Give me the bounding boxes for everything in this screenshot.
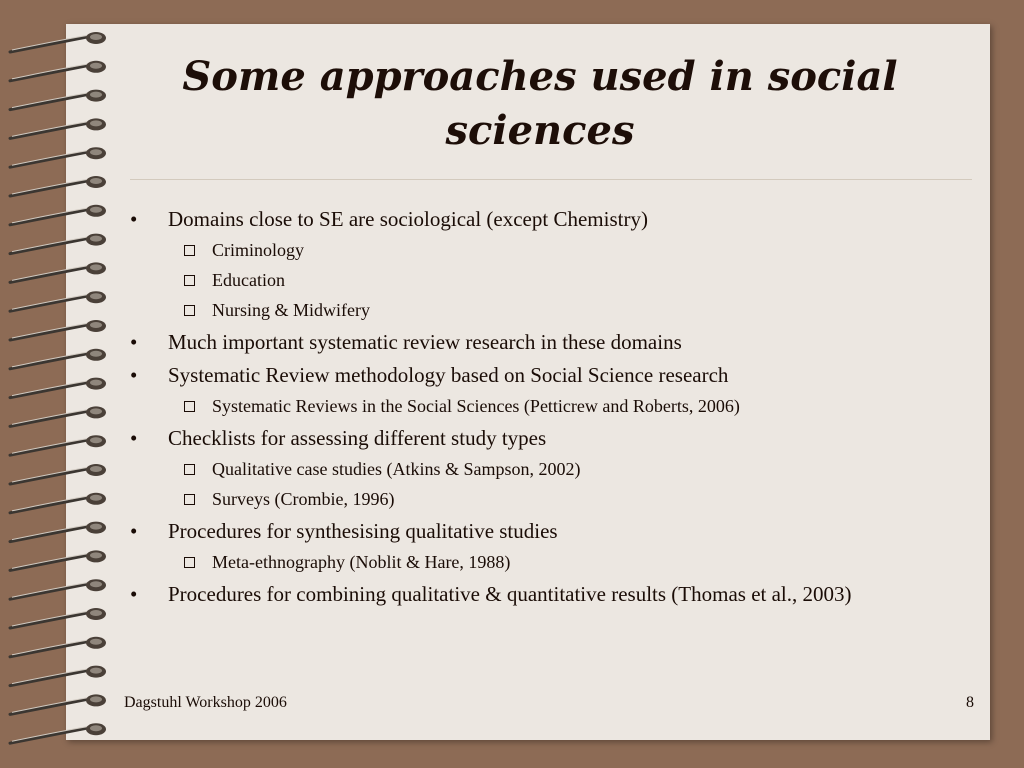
bullet-text: Procedures for synthesising qualitative studies — [168, 519, 558, 543]
sub-bullet-text: Nursing & Midwifery — [212, 300, 370, 320]
spiral-ring — [10, 61, 106, 81]
spiral-ring — [10, 320, 106, 340]
bullet-item — [128, 361, 968, 390]
sub-bullet-item — [184, 549, 968, 576]
bullet-dot-icon: • — [130, 363, 138, 387]
spiral-ring — [10, 493, 106, 513]
bullet-text: Much important systematic review research in these domains — [168, 330, 682, 354]
bullet-dot-icon: • — [130, 330, 138, 354]
bullet-text: Procedures for combining qualitative & quantitative results (Thomas et al., 2003) — [168, 582, 852, 606]
spiral-ring — [10, 637, 106, 657]
spiral-ring — [10, 291, 106, 311]
sub-bullet-text: Systematic Reviews in the Social Sciences (Petticrew and Roberts, 2006) — [212, 396, 740, 416]
sub-bullet-text: Surveys (Crombie, 1996) — [212, 489, 395, 509]
spiral-ring — [10, 579, 106, 599]
spiral-ring — [10, 205, 106, 225]
bullet-item — [128, 424, 968, 453]
bullet-text: Checklists for assessing different study types — [168, 426, 547, 450]
sub-bullet-text: Meta-ethnography (Noblit & Hare, 1988) — [212, 552, 511, 572]
spiral-ring — [10, 176, 106, 196]
bullet-dot-icon: • — [130, 519, 138, 543]
spiral-ring — [10, 349, 106, 369]
spiral-ring — [10, 234, 106, 254]
spiral-ring — [10, 32, 106, 52]
slide-number: 8 — [966, 694, 974, 711]
spiral-ring — [10, 694, 106, 714]
bullet-item — [128, 328, 968, 357]
title-divider — [130, 179, 972, 180]
sub-bullet-text: Criminology — [212, 240, 305, 260]
spiral-ring — [10, 147, 106, 167]
sub-bullet-item — [184, 267, 968, 294]
spiral-ring — [10, 435, 106, 455]
bullet-dot-icon: • — [130, 582, 138, 606]
hollow-square-icon — [184, 305, 195, 316]
hollow-square-icon — [184, 275, 195, 286]
spiral-ring — [10, 464, 106, 484]
spiral-ring — [10, 550, 106, 570]
spiral-ring — [10, 262, 106, 282]
sub-bullet-text: Qualitative case studies (Atkins & Sampson, 2002) — [212, 459, 581, 479]
sub-bullet-item — [184, 237, 968, 264]
footer-workshop: Dagstuhl Workshop 2006 — [124, 694, 287, 711]
sub-bullet-item — [184, 456, 968, 483]
spiral-ring — [10, 666, 106, 686]
bullet-dot-icon: • — [130, 207, 138, 231]
hollow-square-icon — [184, 464, 195, 475]
spiral-ring — [10, 406, 106, 426]
spiral-ring — [10, 723, 106, 743]
spiral-ring — [10, 378, 106, 398]
bullet-text: Domains close to SE are sociological (except Chemistry) — [168, 207, 648, 231]
bullet-item — [128, 580, 968, 609]
sub-bullet-item — [184, 486, 968, 513]
hollow-square-icon — [184, 245, 195, 256]
bullet-item — [128, 517, 968, 546]
hollow-square-icon — [184, 494, 195, 505]
slide-title: Some approaches used in social sciences — [182, 53, 898, 154]
spiral-ring — [10, 90, 106, 110]
spiral-ring — [10, 608, 106, 628]
sub-bullet-item — [184, 393, 968, 420]
hollow-square-icon — [184, 557, 195, 568]
sub-bullet-text: Education — [212, 270, 285, 290]
hollow-square-icon — [184, 401, 195, 412]
sub-bullet-item — [184, 297, 968, 324]
bullet-dot-icon: • — [130, 426, 138, 450]
slide-content — [128, 201, 968, 609]
spiral-ring — [10, 118, 106, 138]
spiral-ring — [10, 522, 106, 542]
bullet-text: Systematic Review methodology based on Social Science research — [168, 363, 729, 387]
bullet-item — [128, 205, 968, 234]
